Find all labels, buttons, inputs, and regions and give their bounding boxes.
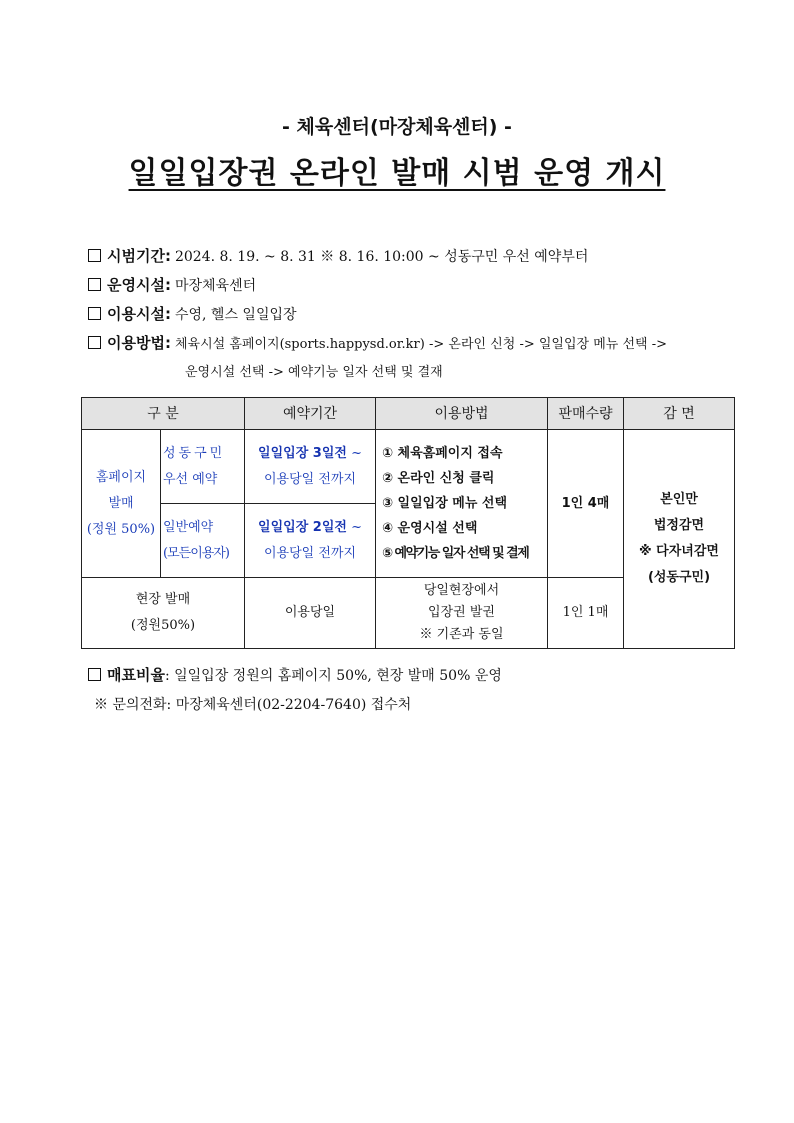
info-method [88, 333, 667, 355]
header-discount: 감 면 [624, 398, 735, 430]
info-value: 마장체육센터 [174, 278, 257, 294]
method-steps-cell: ① 체육홈페이지 접속 ② 온라인 신청 클릭 ③ 일일입장 메뉴 선택 ④ 운영시설 선택 ⑤ 예약기능 일자 선택 및 결제 [376, 430, 548, 578]
info-label: 운영시설: [107, 276, 171, 294]
document-title [0, 148, 794, 192]
info-label: 이용시설: [107, 305, 171, 323]
document-subtitle: - 체육센터(마장체육센터) - [282, 116, 512, 138]
ticket-table [81, 397, 735, 649]
online-category-cell: 홈페이지 발매 (정원 50%) [82, 430, 161, 578]
info-facility [88, 275, 256, 296]
resident-category-cell: 성동구민 우선 예약 [161, 430, 245, 504]
contact-line: ※ 문의전화: 마장체육센터(02-2204-7640) 접수처 [94, 697, 412, 713]
general-period-cell: 일일입장 2일전 ~ 이용당일 전까지 [245, 504, 376, 578]
onsite-category-cell: 현장 발매 (정원50%) [82, 578, 245, 649]
info-value: 체육시설 홈페이지(sports.happysd.or.kr) -> 온라인 신청 -> 일일입장 메뉴 선택 -> [174, 337, 668, 352]
table-header-row [82, 398, 735, 430]
ticket-ratio-line [88, 664, 502, 685]
discount-cell: 본인만 법정감면 ※ 다자녀감면 (성동구민) [624, 430, 735, 649]
ratio-text: : 일일입장 정원의 홈페이지 50%, 현장 발매 50% 운영 [164, 668, 502, 684]
checkbox-square-icon [88, 336, 101, 349]
header-method: 이용방법 [376, 398, 548, 430]
header-category: 구 분 [82, 398, 245, 430]
general-category-cell: 일반예약 (모든이용자) [161, 504, 245, 578]
checkbox-square-icon [88, 249, 101, 262]
online-quantity-cell: 1인 4매 [548, 430, 624, 578]
info-value: 수영, 헬스 일일입장 [174, 307, 297, 323]
onsite-period-cell: 이용당일 [245, 578, 376, 649]
checkbox-square-icon [88, 307, 101, 320]
info-label: 이용방법: [107, 334, 171, 352]
onsite-quantity-cell: 1인 1매 [548, 578, 624, 649]
resident-period-cell: 일일입장 3일전 ~ 이용당일 전까지 [245, 430, 376, 504]
info-label: 시범기간: [107, 247, 171, 265]
checkbox-square-icon [88, 278, 101, 291]
info-usage-facility [88, 304, 297, 325]
info-method-continued: 운영시설 선택 -> 예약기능 일자 선택 및 결재 [185, 365, 443, 380]
checkbox-square-icon [88, 668, 101, 681]
onsite-method-cell: 당일현장에서 입장권 발권 ※ 기존과 동일 [376, 578, 548, 649]
info-period [88, 246, 588, 267]
header-period: 예약기간 [245, 398, 376, 430]
title-text: 일일입장권 온라인 발매 시범 운영 개시 [128, 156, 666, 191]
info-value: 2024. 8. 19. ~ 8. 31 ※ 8. 16. 10:00 ~ 성동구민 우선 예약부터 [174, 249, 589, 265]
header-quantity: 판매수량 [548, 398, 624, 430]
table-row [82, 430, 735, 504]
ratio-label: 매표비율 [107, 666, 165, 684]
